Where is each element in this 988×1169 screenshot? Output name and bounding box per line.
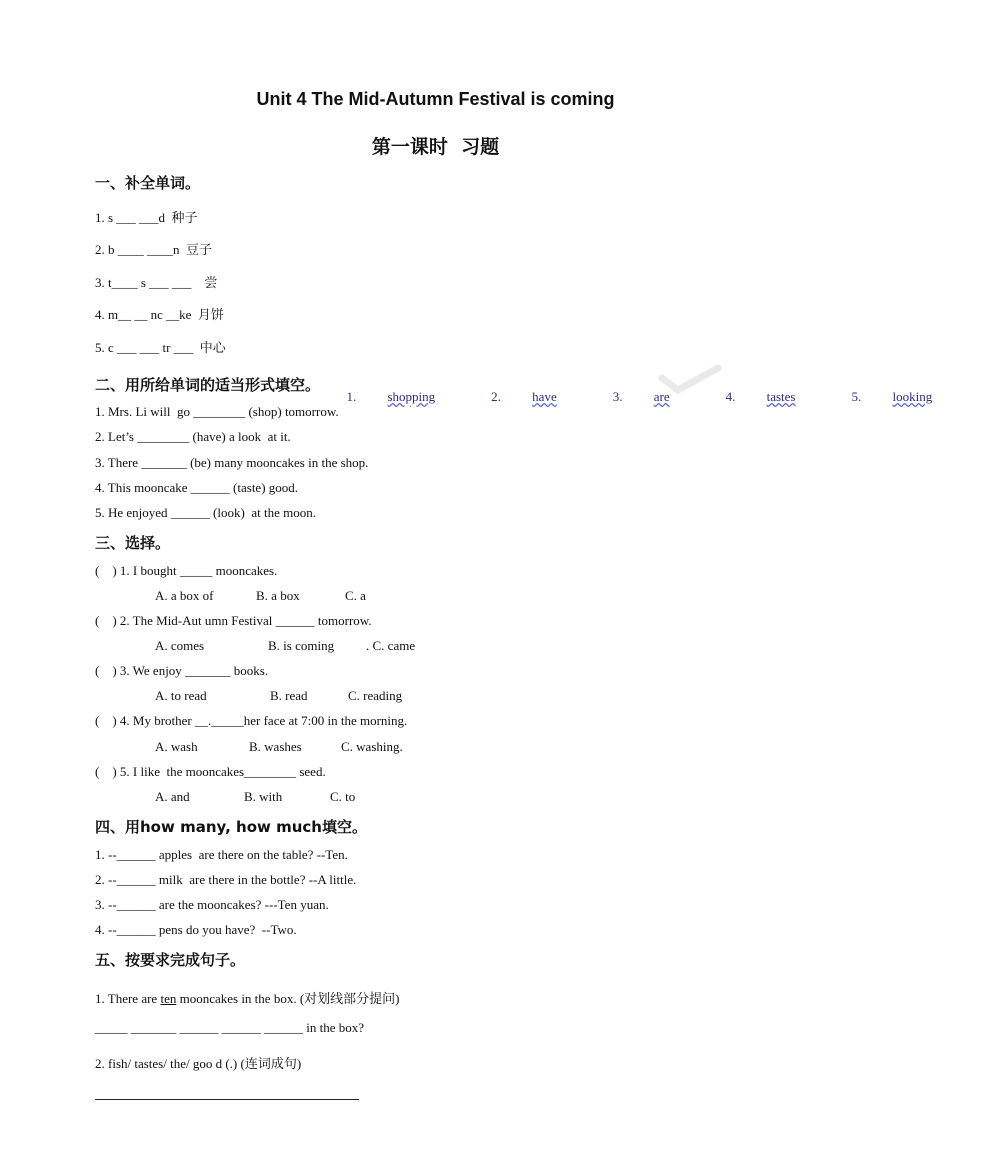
answer-item: 3. are <box>612 389 670 404</box>
checkmark-watermark-icon <box>660 366 720 392</box>
option-c: C. reading <box>348 688 403 703</box>
list-item: 4. --______ pens do you have? --Two. <box>95 922 297 937</box>
question: 2. fish/ tastes/ the/ goo d (.) (连词成句) <box>95 1056 302 1071</box>
option-c: C. washing. <box>341 739 403 754</box>
list-item: 1. Mrs. Li will go ________ (shop) tomorrow. <box>95 404 339 419</box>
option-b: B. with <box>244 789 283 804</box>
question: ( ) 2. The Mid-Aut umn Festival ______ tomorrow. <box>95 613 372 628</box>
section2-heading: 二、用所给单词的适当形式填空。 <box>95 376 321 394</box>
section3-heading: 三、选择。 <box>95 534 171 552</box>
section5-heading: 五、按要求完成句子。 <box>95 951 246 969</box>
list-item: 2. b ____ ____n 豆子 <box>95 242 213 257</box>
list-item: 4. This mooncake ______ (taste) good. <box>95 480 299 495</box>
answer-blank-line <box>95 1099 359 1100</box>
question: ( ) 4. My brother __._____her face at 7:00 in the morning. <box>95 713 408 728</box>
answer-item: 4. tastes <box>725 389 796 404</box>
list-item: 3. --______ are the mooncakes? ---Ten yuan. <box>95 897 329 912</box>
question: 1. There are ten mooncakes in the box. (对划线部分提问) <box>95 991 400 1006</box>
option-a: A. comes <box>155 638 205 653</box>
answer-item: 5. looking <box>851 389 933 404</box>
question: ( ) 5. I like the mooncakes________ seed. <box>95 764 326 779</box>
list-item: 2. Let’s ________ (have) a look at it. <box>95 429 291 444</box>
underlined-word: ten <box>160 991 177 1006</box>
option-a: A. to read <box>155 688 207 703</box>
option-b: B. is coming <box>268 638 335 653</box>
list-item: 5. c ___ ___ tr ___ 中心 <box>95 340 226 355</box>
option-c: . C. came <box>366 638 416 653</box>
section1-heading: 一、补全单词。 <box>95 174 201 192</box>
list-item: 2. --______ milk are there in the bottle? --A little. <box>95 872 357 887</box>
option-b: B. a box <box>256 588 300 603</box>
page-subtitle: 第一课时 习题 <box>371 136 500 158</box>
list-item: 5. He enjoyed ______ (look) at the moon. <box>95 505 316 520</box>
list-item: 3. t____ s ___ ___ 尝 <box>95 275 218 290</box>
option-a: A. wash <box>155 739 198 754</box>
answer-item: 2. have <box>491 389 557 404</box>
answer-item: 1. shopping <box>346 389 436 404</box>
section4-heading: 四、用how many, how much填空。 <box>95 818 367 836</box>
option-a: A. and <box>155 789 190 804</box>
list-item: 1. --______ apples are there on the table? --Ten. <box>95 847 348 862</box>
page-title: Unit 4 The Mid-Autumn Festival is coming <box>256 89 615 109</box>
list-item: 1. s ___ ___d 种子 <box>95 210 198 225</box>
option-a: A. a box of <box>155 588 214 603</box>
question: ( ) 1. I bought _____ mooncakes. <box>95 563 278 578</box>
question: ( ) 3. We enjoy _______ books. <box>95 663 269 678</box>
option-b: B. washes <box>249 739 302 754</box>
list-item: 4. m__ __ nc __ke 月饼 <box>95 307 224 322</box>
answer-line: _____ _______ ______ ______ ______ in the box? <box>95 1020 365 1035</box>
option-c: C. to <box>330 789 356 804</box>
option-c: C. a <box>345 588 366 603</box>
option-b: B. read <box>270 688 308 703</box>
list-item: 3. There _______ (be) many mooncakes in the shop. <box>95 455 369 470</box>
